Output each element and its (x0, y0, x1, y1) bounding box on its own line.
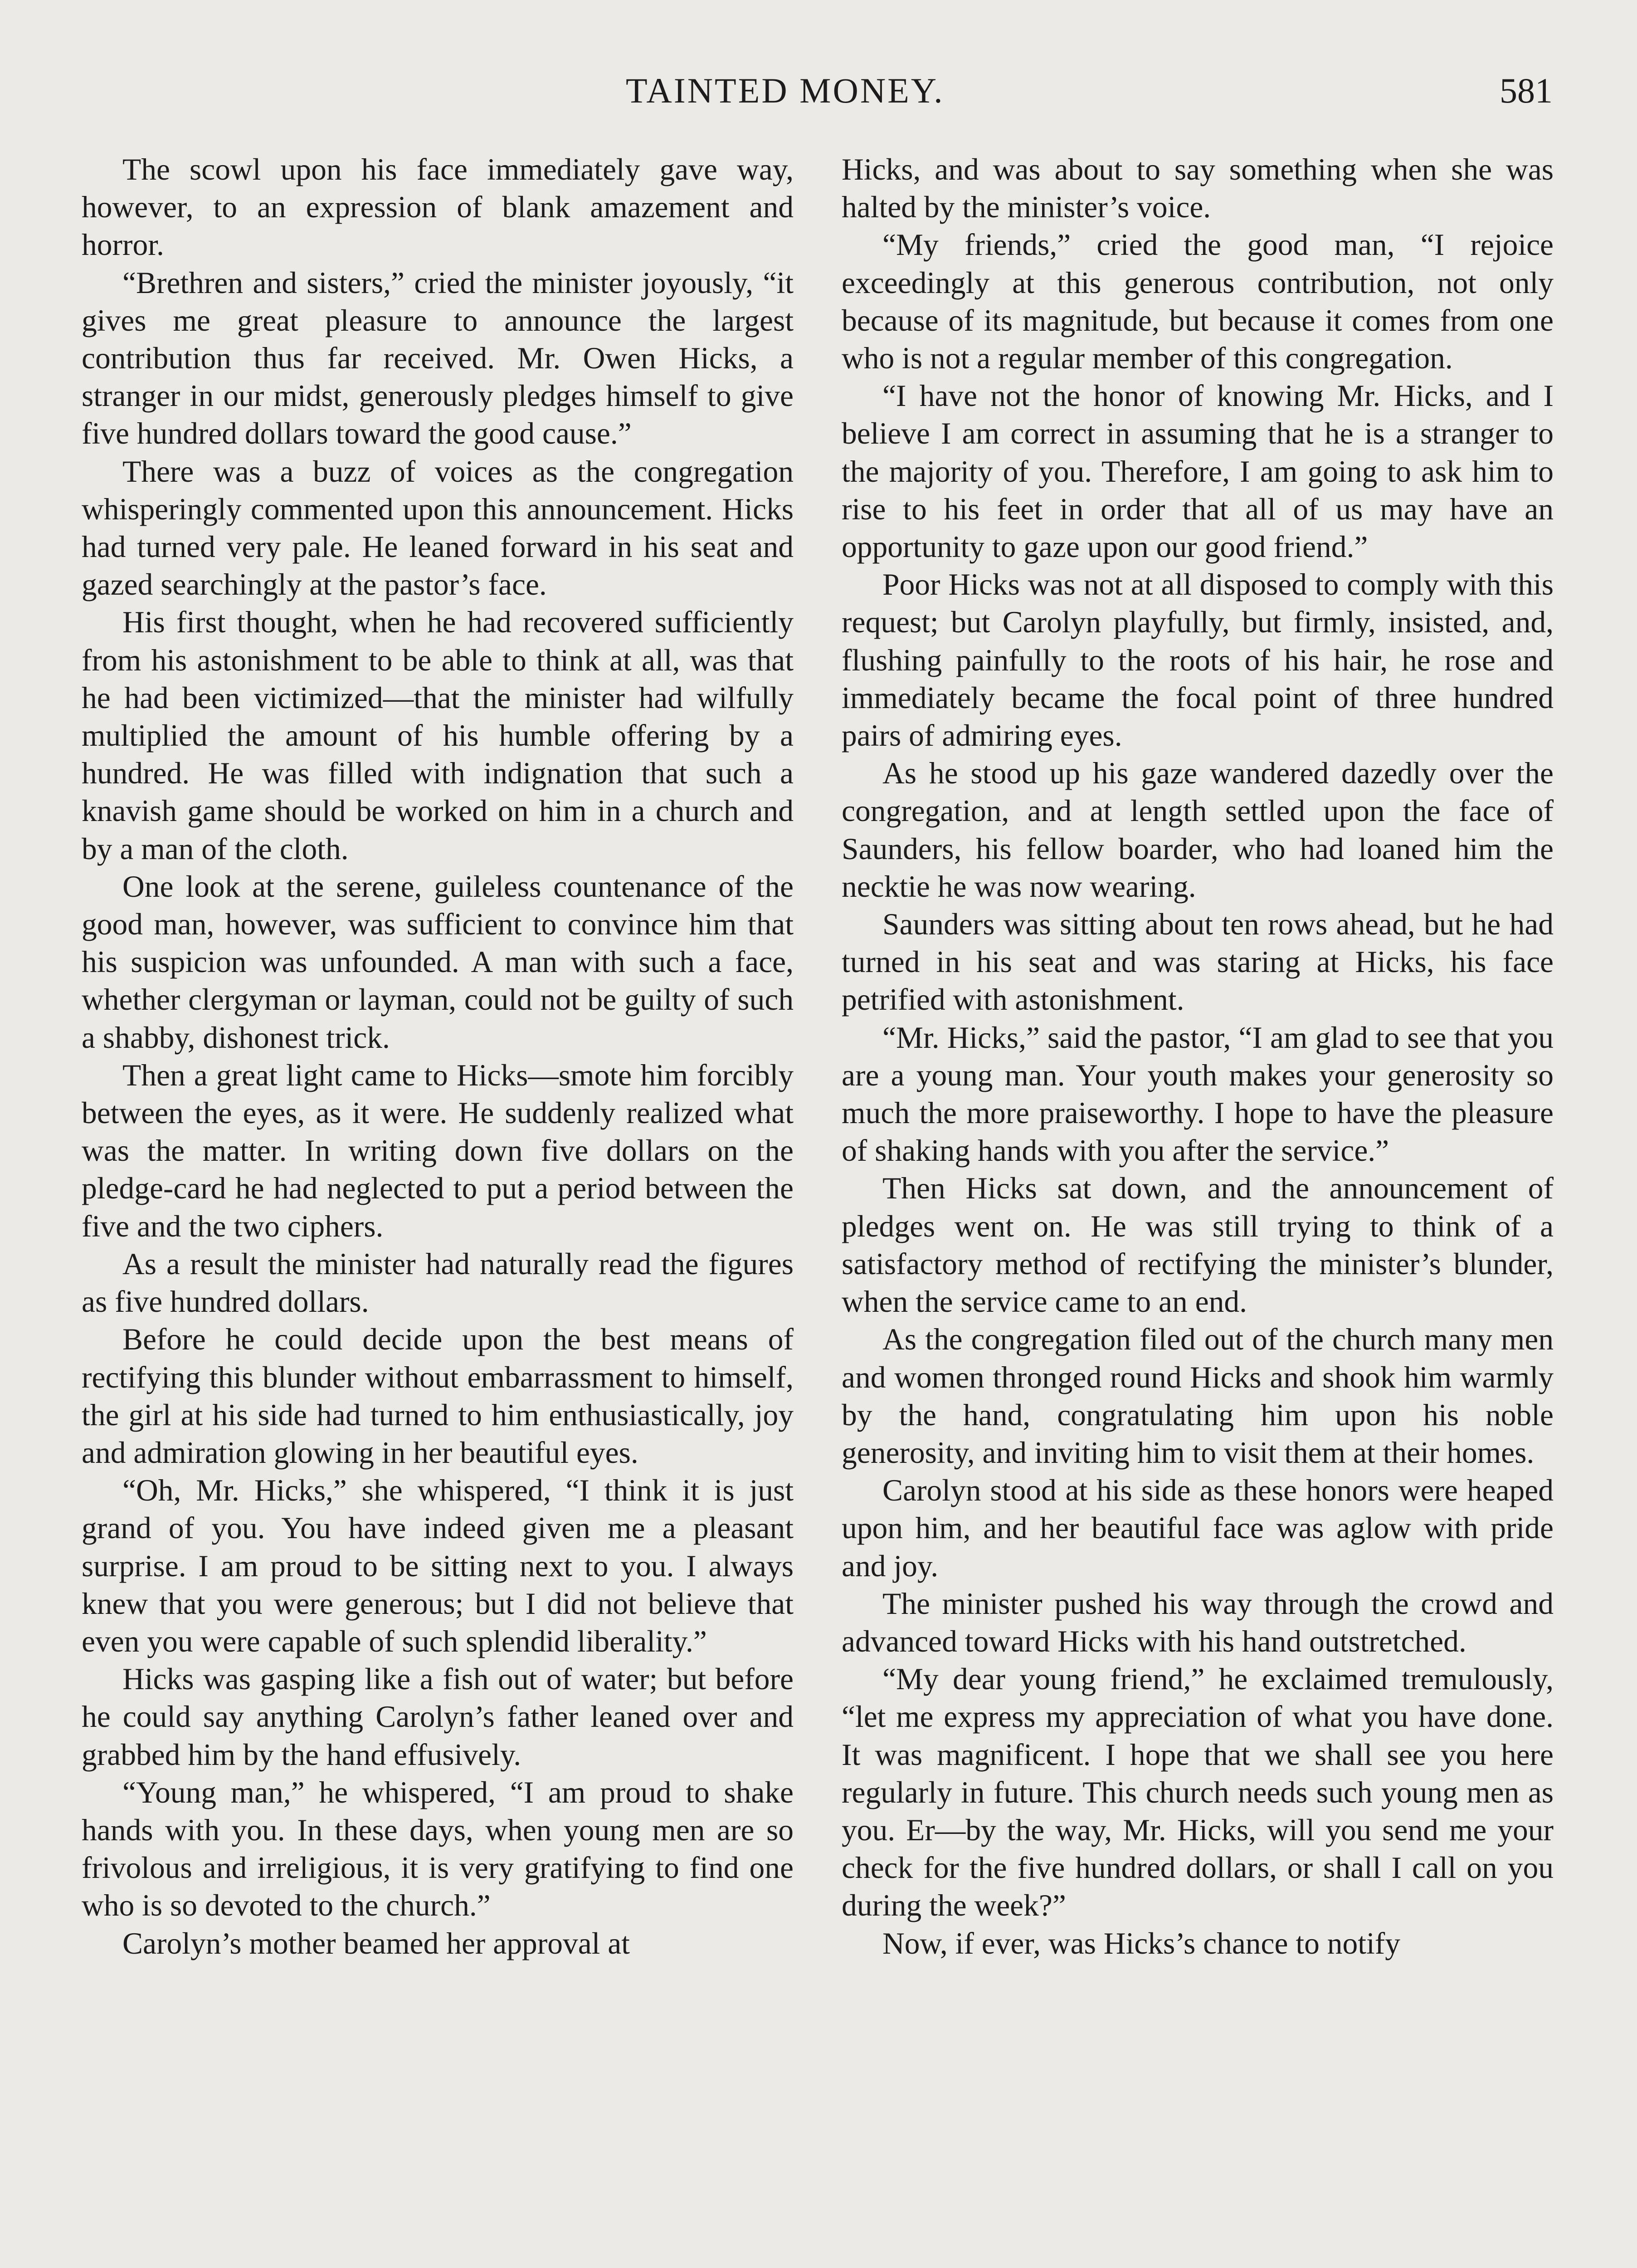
paragraph: One look at the serene, guileless countenance of the good man, however, was sufficient to convince him that his suspicion was unfounded. A man with such a face, whether clergyman or layman, could not be guilty of such a shabby, dishonest trick. (82, 869, 794, 1055)
paragraph: “Oh, Mr. Hicks,” she whispered, “I think it is just grand of you. You have indeed given me a pleasant surprise. I am proud to be sitting next to you. I always knew that you were generous; but I did not believe that even you were capable of such splendid liberality.” (82, 1473, 794, 1658)
paragraph: Carolyn’s mother beamed her approval at (122, 1926, 630, 1960)
paragraph: Now, if ever, was Hicks’s chance to notify (882, 1926, 1400, 1960)
paragraph: “Mr. Hicks,” said the pastor, “I am glad to see that you are a young man. Your youth makes your generosity so much the more praiseworthy. I hope to have the pleasure of shaking hands with you after the service.” (842, 1020, 1554, 1168)
paragraph: Then Hicks sat down, and the announcement of pledges went on. He was still trying to think of a satisfactory method of rectifying the minister’s blunder, when the service came to an end. (842, 1171, 1554, 1319)
paragraph: “My dear young friend,” he exclaimed tremulously, “let me express my appreciation of what you have done. It was magnificent. I hope that we shall see you here regularly in future. This church needs such young men as you. Er—by the way, Mr. Hicks, will you send me your check for the five hundred dollars, or shall I call on you during the week?” (842, 1662, 1554, 1923)
paragraph: “Brethren and sisters,” cried the minister joyously, “it gives me great pleasure to announce the largest contribution thus far received. Mr. Owen Hicks, a stranger in our midst, generously pledges himself to give five hundred dollars toward the good cause.” (82, 265, 794, 451)
paragraph: There was a buzz of voices as the congregation whisperingly commented upon this announcement. Hicks had turned very pale. He leaned forward in his seat and gazed searchingly at the pastor’s face. (82, 454, 794, 602)
paragraph: Carolyn stood at his side as these honors were heaped upon him, and her beautiful face was aglow with pride and joy. (842, 1473, 1554, 1583)
paragraph: As a result the minister had naturally read the figures as five hundred dollars. (82, 1246, 794, 1319)
paragraph: Hicks was gasping like a fish out of water; but before he could say anything Carolyn’s father leaned over and grabbed him by the hand effusively. (82, 1662, 794, 1772)
page-header (0, 68, 1637, 122)
left-column (82, 151, 794, 1962)
paragraph: Then a great light came to Hicks—smote him forcibly between the eyes, as it were. He suddenly realized what was the matter. In writing down five dollars on the pledge-card he had neglected to put a period between the five and the two ciphers. (82, 1058, 794, 1243)
right-column (842, 151, 1554, 1962)
paragraph-continued: Hicks, and was about to say something when she was halted by the minister’s voice. (842, 152, 1554, 225)
paragraph: Before he could decide upon the best means of rectifying this blunder without embarrassment to himself, the girl at his side had turned to him enthusiastically, joy and admiration glowing in her beautiful eyes. (82, 1322, 794, 1470)
paragraph: Saunders was sitting about ten rows ahead, but he had turned in his seat and was staring at Hicks, his face petrified with astonishment. (842, 907, 1554, 1017)
paragraph: “Young man,” he whispered, “I am proud to shake hands with you. In these days, when young men are so frivolous and irreligious, it is very gratifying to find one who is so devoted to the church.” (82, 1775, 794, 1923)
paragraph: The minister pushed his way through the crowd and advanced toward Hicks with his hand outstretched. (842, 1586, 1554, 1658)
paragraph: The scowl upon his face immediately gave way, however, to an expression of blank amazement and horror. (82, 152, 794, 262)
running-title: TAINTED MONEY. (626, 71, 945, 110)
paragraph: As he stood up his gaze wandered dazedly over the congregation, and at length settled upon the face of Saunders, his fellow boarder, who had loaned him the necktie he was now wearing. (842, 756, 1554, 904)
page-number: 581 (1500, 71, 1553, 110)
paragraph: His first thought, when he had recovered sufficiently from his astonishment to be able to think at all, was that he had been victimized—that the minister had wilfully multiplied the amount of his humble offering by a hundred. He was filled with indignation that such a knavish game should be worked on him in a church and by a man of the cloth. (82, 605, 794, 866)
paragraph: As the congregation filed out of the church many men and women thronged round Hicks and shook him warmly by the hand, congratulating him upon his noble generosity, and inviting him to visit them at their homes. (842, 1322, 1554, 1470)
paragraph: “I have not the honor of knowing Mr. Hicks, and I believe I am correct in assuming that he is a stranger to the majority of you. Therefore, I am going to ask him to rise to his feet in order that all of us may have an opportunity to gaze upon our good friend.” (842, 379, 1554, 564)
paragraph: Poor Hicks was not at all disposed to comply with this request; but Carolyn playfully, but firmly, insisted, and, flushing painfully to the roots of his hair, he rose and immediately became the focal point of three hundred pairs of admiring eyes. (842, 567, 1554, 753)
paragraph: “My friends,” cried the good man, “I rejoice exceedingly at this generous contribution, not only because of its magnitude, but because it comes from one who is not a regular member of this congregation. (842, 228, 1554, 376)
